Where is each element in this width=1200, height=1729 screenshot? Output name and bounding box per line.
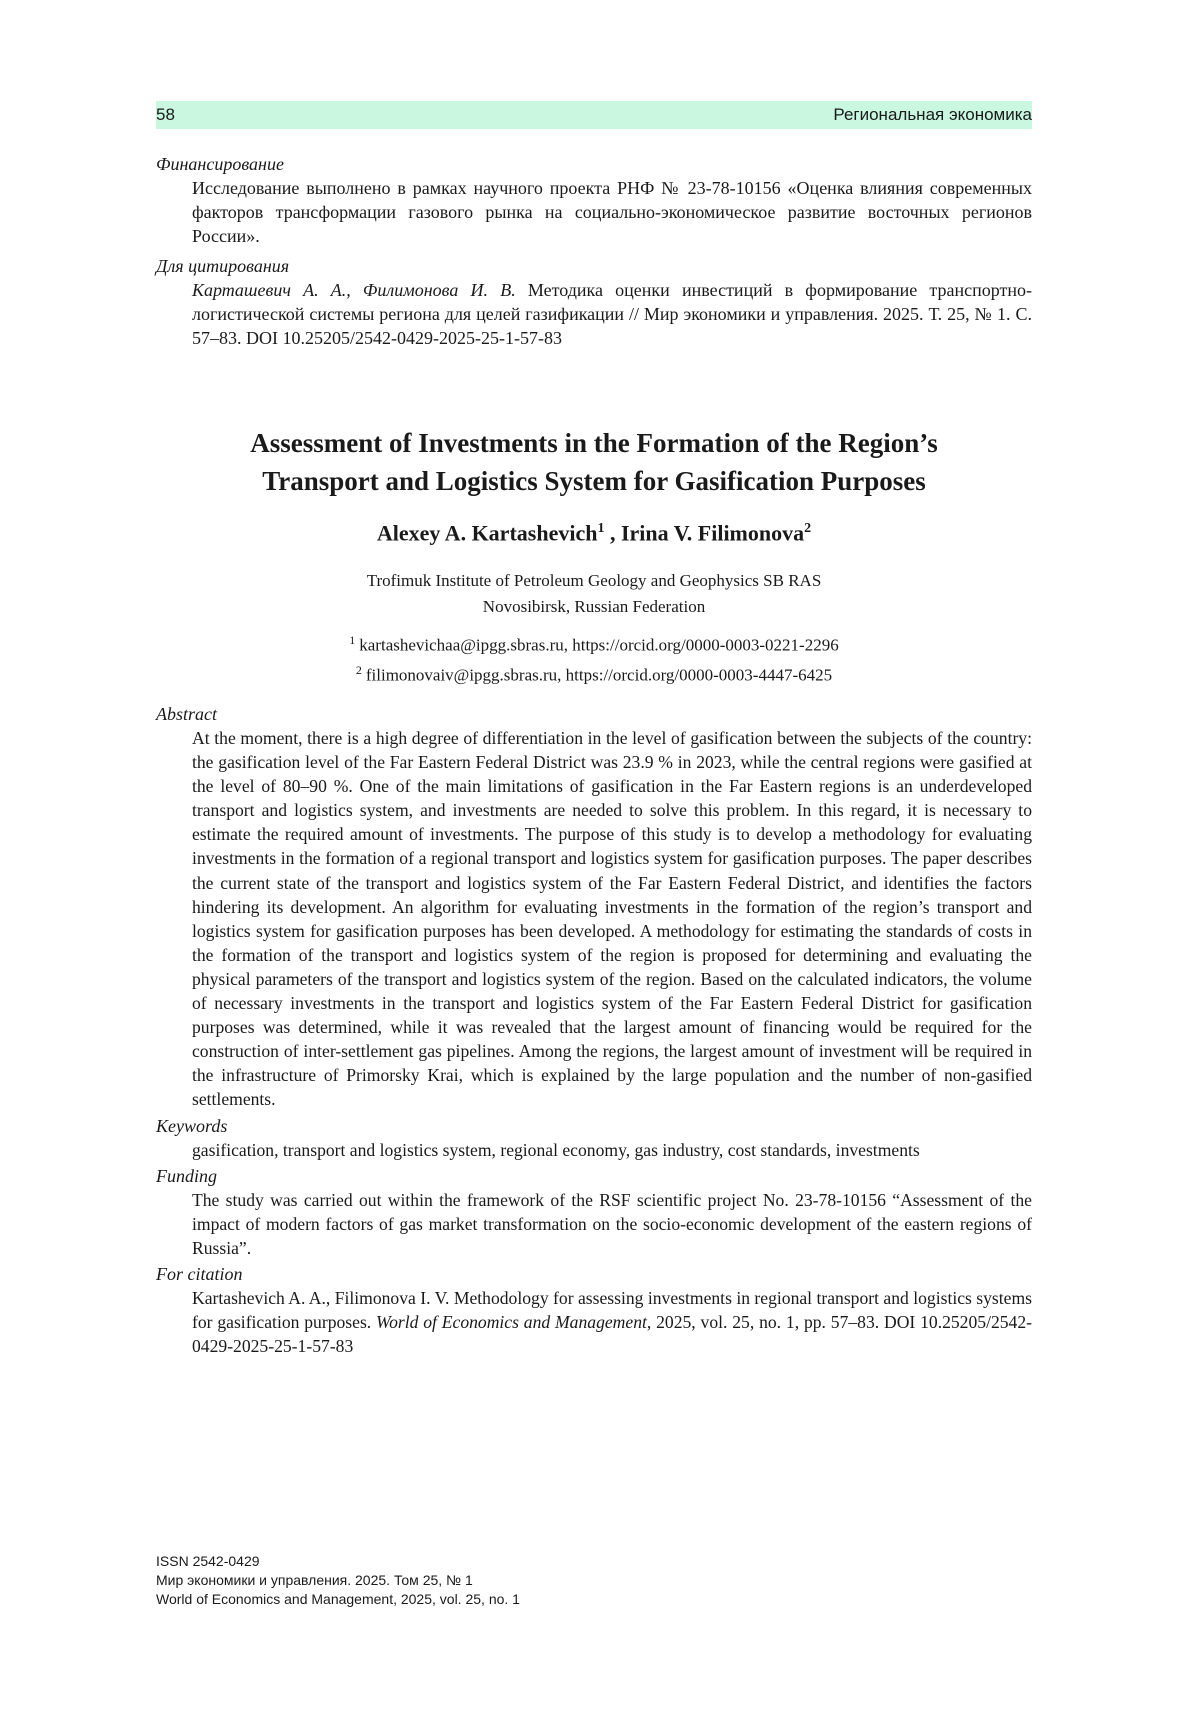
keywords-text: gasification, transport and logistics system, regional economy, gas industry, cost standards, investments [192,1139,920,1160]
article-title [156,424,1032,500]
contact-1 [156,628,1032,658]
journal-section: Региональная экономика [833,105,1032,124]
author-2: Irina V. Filimonova [620,520,805,546]
footer-journal-en: World of Economics and Management, 2025, vol. 25, no. 1 [156,1591,520,1607]
ru-metadata [156,152,1032,350]
running-head [156,101,1032,129]
contact-2-text: filimonovaiv@ipgg.sbras.ru, https://orcid.org/0000-0003-4447-6425 [365,665,833,685]
footer-issn: ISSN 2542-0429 [156,1553,260,1569]
title-line-2: Transport and Logistics System for Gasification Purposes [262,466,926,496]
page-footer [156,1552,756,1609]
citation-label: For citation [156,1263,243,1284]
contact-2-sup: 2 [355,662,362,677]
contact-1-sup: 1 [349,633,356,647]
affiliation [156,568,1032,620]
citation-text [192,1286,1032,1358]
authors [156,514,1032,548]
affiliation-line-2: Novosibirsk, Russian Federation [482,597,706,616]
abstract-label: Abstract [156,704,217,724]
abstract-text: At the moment, there is a high degree of differentiation in the level of gasification between the subjects of the country: the gasification level of the Far Eastern Federal District was 23.9 % in 2023, while the central regions were gasified at the level of 80–90 %. One of the main limitations of gasification in the Far Eastern regions is an underdeveloped transport and logistics system, and investments are needed to solve this problem. In this regard, it is necessary to estimate the required amount of investments. The purpose of this study is to develop a methodology for evaluating investments in the formation of a regional transport and logistics system for gasification purposes. The paper describes the current state of the transport and logistics system of the Far Eastern Federal District, and identifies the factors hindering its development. An algorithm for evaluating investments in the formation of the region’s transport and logistics system for gasification purposes has been developed. A methodology for estimating the standards of costs in the formation of the transport and logistics system of the region is proposed for determining and evaluating the physical parameters of the transport and logistics system of the region. Based on the calculated indicators, the volume of necessary investments in the transport and logistics system of the Far Eastern Federal District for gasification purposes was determined, while it was revealed that the largest amount of financing would be required for the construction of inter-settlement gas pipelines. Among the regions, the largest amount of investment will be required in the infrastructure of Primorsky Krai, which is explained by the large population and the number of non-gasified settlements. [192,728,1032,1110]
ru-funding-text: Исследование выполнено в рамках научного проекта РНФ № 23-78-10156 «Оценка влияния современных факторов трансформации газового рынка на социально-экономическое развитие восточных регионов России». [192,178,1032,246]
keywords-label: Keywords [156,1115,228,1136]
title-line-1: Assessment of Investments in the Formation of the Region’s [250,428,938,458]
ru-citation-authors: Карташевич А. А., Филимонова И. В. [192,280,516,300]
ru-citation-text: Методика оценки инвестиций в формирование транспортно-логистической системы региона для целей газификации // Мир экономики и управления. 2025. Т. 25, № 1. С. 57–83. DOI 10.25205/2542-0429-2025-25-1-57-83 [192,280,1032,348]
page-number: 58 [156,105,175,124]
funding-label: Funding [156,1165,217,1186]
author-separator: , [604,520,621,546]
ru-funding-label: Финансирование [156,154,284,174]
funding-text: The study was carried out within the framework of the RSF scientific project No. 23-78-10156 “Assessment of the impact of modern factors of gas market transformation on the socio-economic development of the eastern regions of Russia”. [192,1189,1032,1258]
citation-pre: Kartashevich A. A., Filimonova I. V. Methodology for assessing investments in regional transport and logistics systems for gasification purposes. [192,1287,1032,1332]
author-1-sup: 1 [597,521,605,536]
contact-1-text: kartashevichaa@ipgg.sbras.ru, https://orcid.org/0000-0003-0221-2296 [359,635,839,655]
ru-citation-label: Для цитирования [156,256,290,276]
footer-journal-ru: Мир экономики и управления. 2025. Том 25, № 1 [156,1572,473,1588]
author-1: Alexey A. Kartashevich [376,520,598,546]
affiliation-line-1: Trofimuk Institute of Petroleum Geology and Geophysics SB RAS [366,571,822,590]
author-2-sup: 2 [804,521,812,536]
citation-journal: World of Economics and Management [376,1311,647,1332]
en-metadata [156,700,1032,1358]
citation-post: , 2025, vol. 25, no. 1, pp. 57–83. DOI 10.25205/2542-0429-2025-25-1-57-83 [192,1311,1033,1357]
ru-citation [192,278,1032,350]
author-contacts [156,628,1032,687]
contact-2 [156,658,1032,688]
